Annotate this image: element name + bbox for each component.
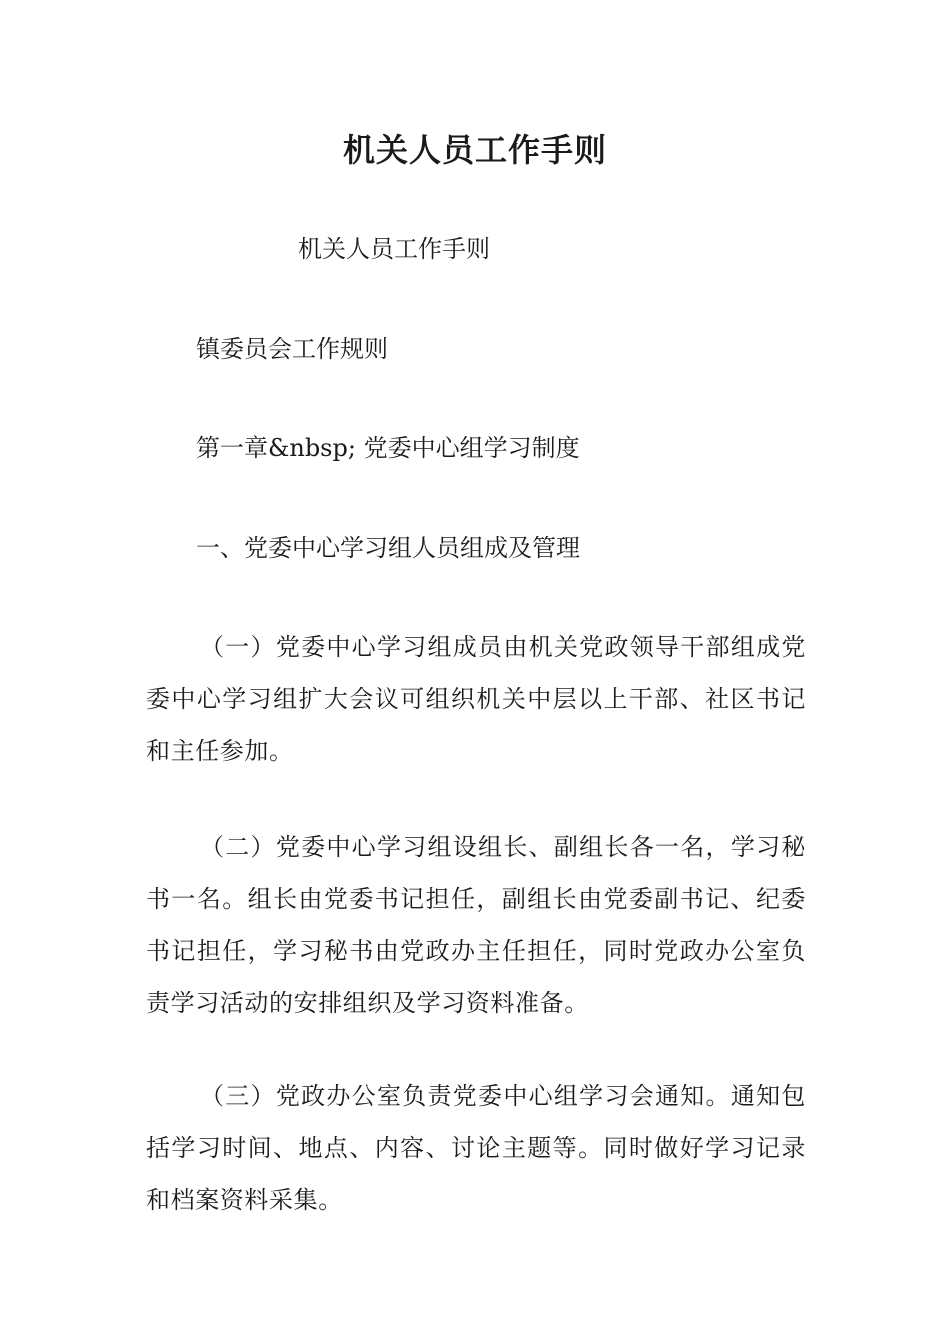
article-heading: 一、党委中心学习组人员组成及管理	[196, 534, 580, 562]
paragraph-2: （二）党委中心学习组设组长、副组长各一名，学习秘书一名。组长由党委书记担任，副组长由党委副书记、纪委书记担任，学习秘书由党政办主任担任，同时党政办公室负责学习活动的安排组织及学习资料准备。	[146, 833, 806, 1017]
document-title: 机关人员工作手则	[342, 131, 607, 169]
section-heading: 镇委员会工作规则	[196, 335, 388, 363]
paragraph-3: （三）党政办公室负责党委中心组学习会通知。通知包括学习时间、地点、内容、讨论主题等。同时做好学习记录和档案资料采集。	[146, 1082, 806, 1214]
document-subtitle: 机关人员工作手则	[298, 235, 490, 263]
chapter-heading: 第一章&nbsp; 党委中心组学习制度	[196, 434, 580, 462]
paragraph-1: （一）党委中心学习组成员由机关党政领导干部组成党委中心学习组扩大会议可组织机关中层以上干部、社区书记和主任参加。	[146, 633, 806, 765]
